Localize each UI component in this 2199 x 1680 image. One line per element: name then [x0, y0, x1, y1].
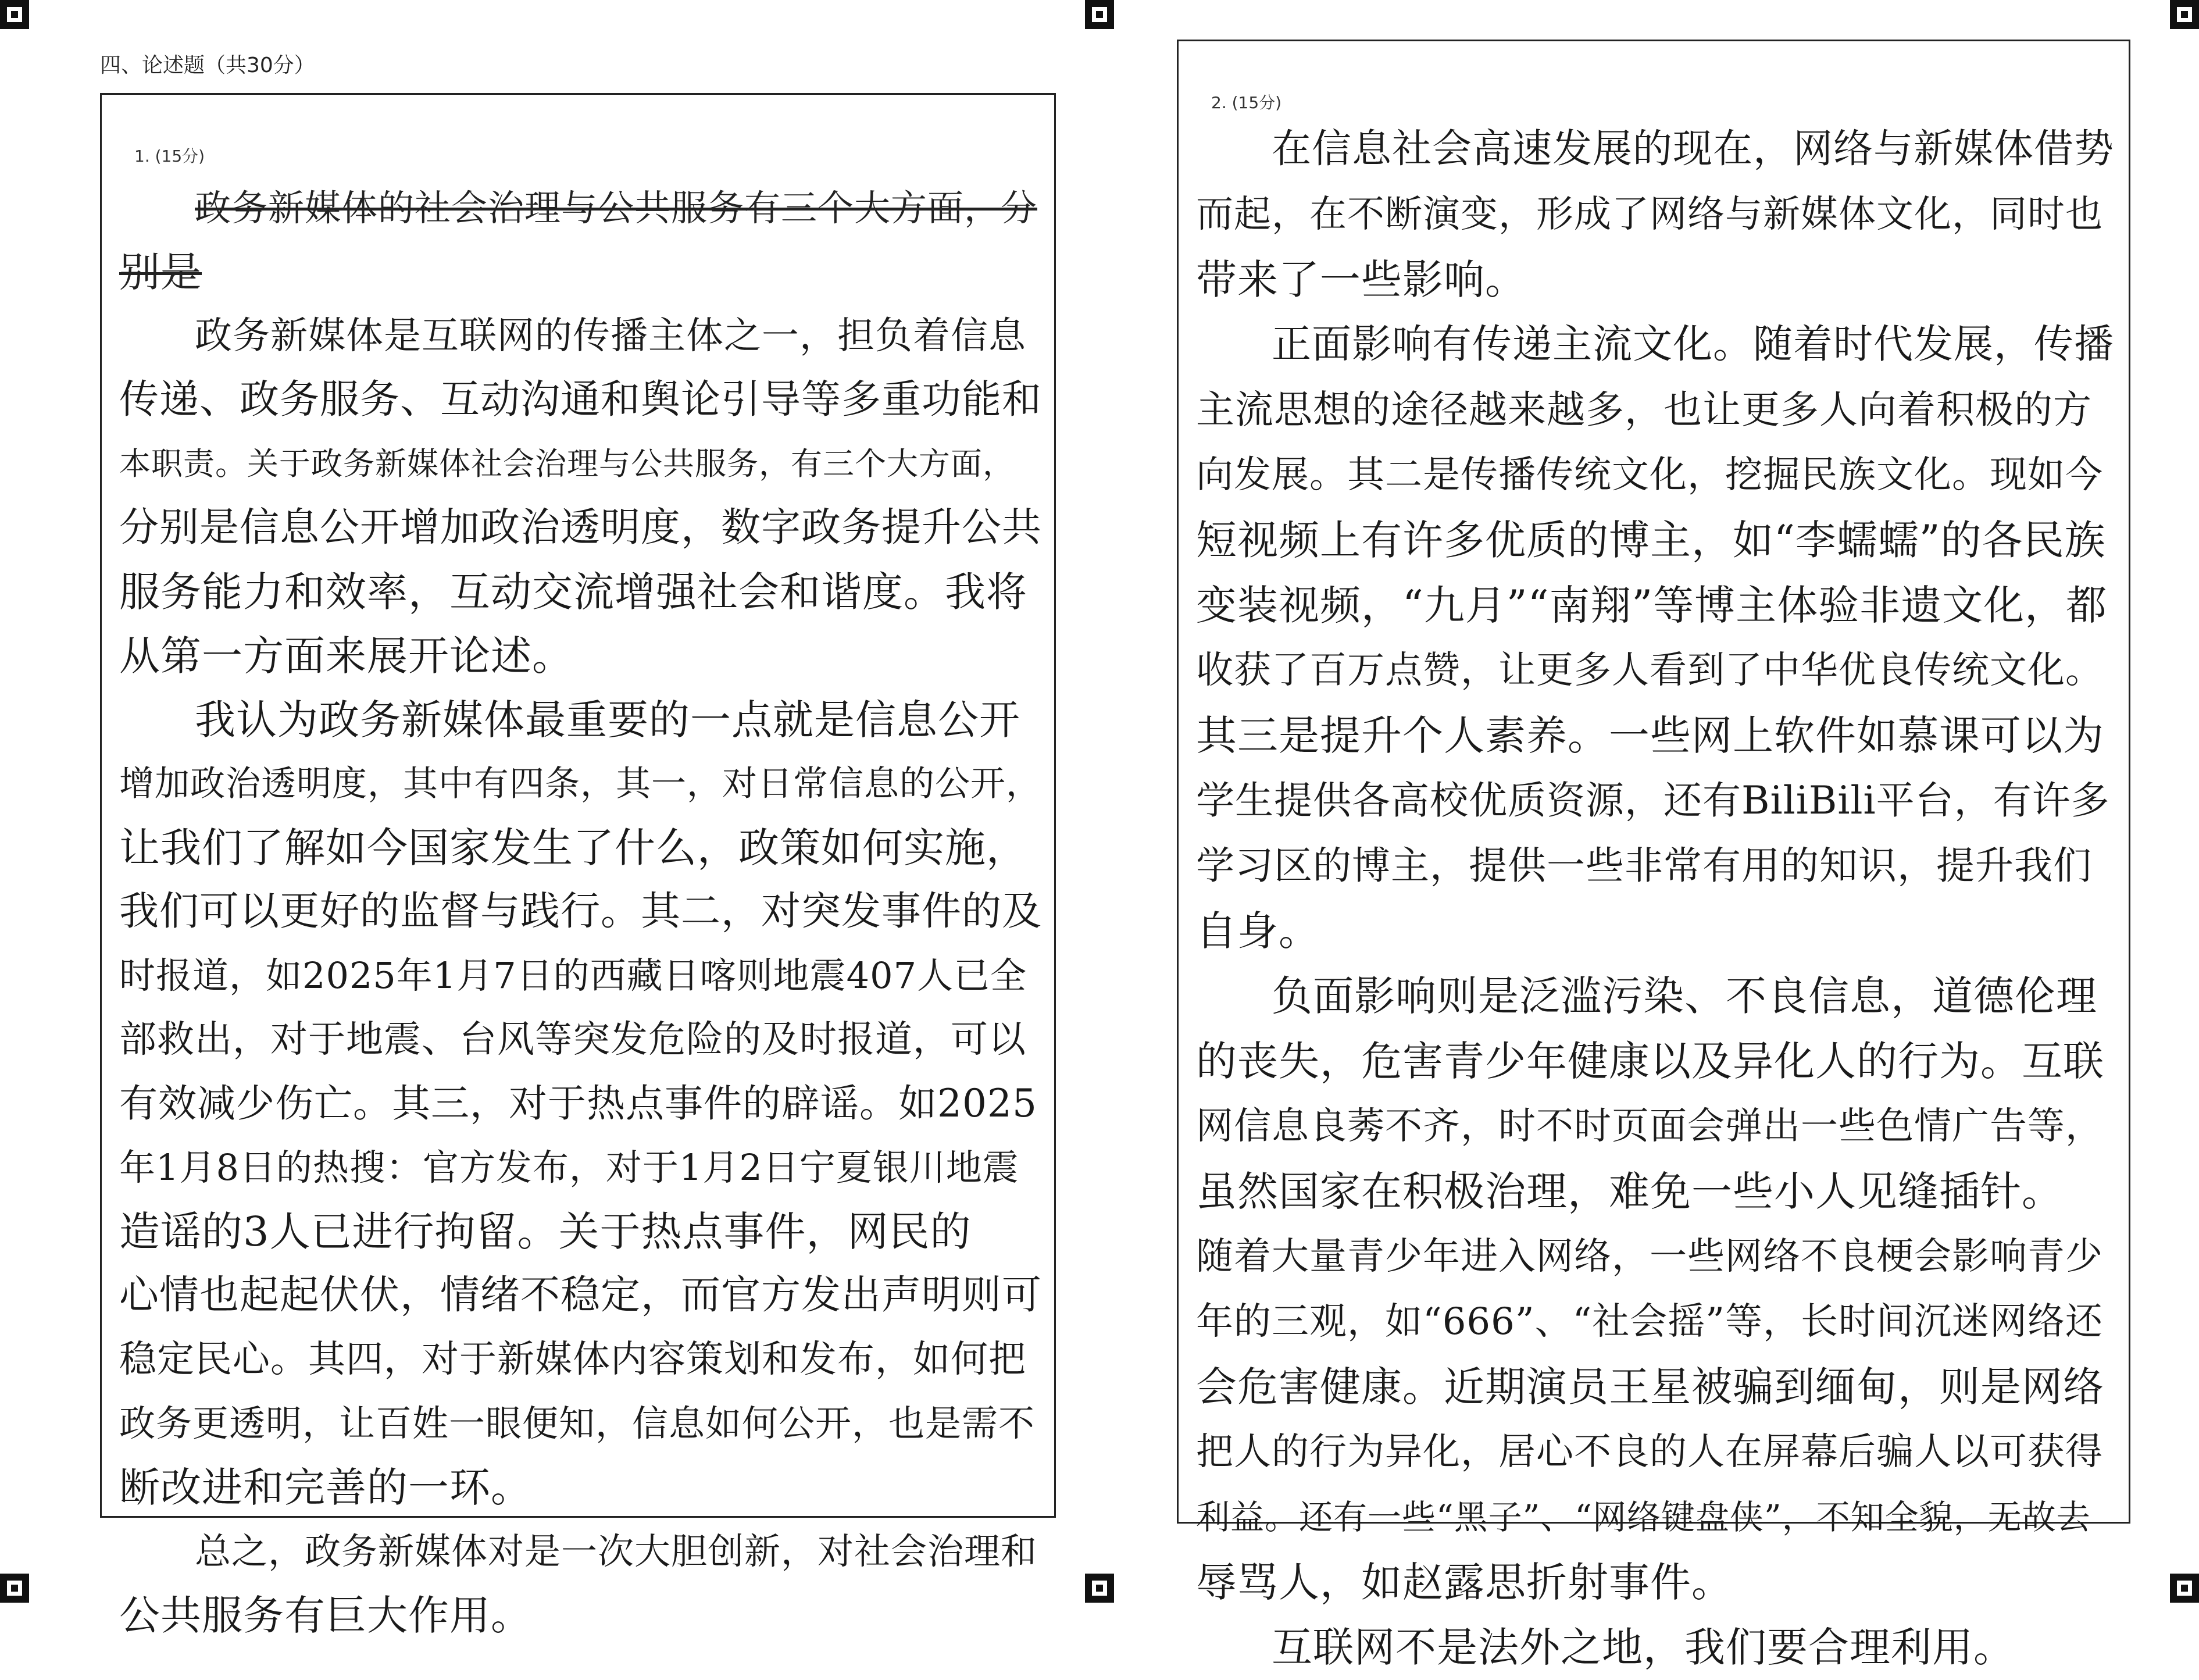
handwritten-line: 心情也起起伏伏，情绪不稳定，而官方发出声明则可	[119, 1272, 1043, 1318]
question-label: 1. (15分)	[134, 147, 205, 166]
handwritten-line: 的丧失，危害青少年健康以及异化人的行为。互联	[1196, 1037, 2104, 1085]
corner-marker-top-left	[0, 0, 29, 29]
handwritten-line: 带来了一些影响。	[1196, 256, 1526, 304]
answer-text-question-1	[119, 176, 1043, 1647]
handwritten-line: 利益。还有一些“黑子”、“网络键盘侠”，不知全貌，无故去	[1196, 1497, 2091, 1537]
handwritten-line: 年1月8日的热搜：官方发布，对于1月2日宁夏银川地震	[119, 1146, 1019, 1189]
handwritten-line: 总之，政务新媒体对是一次大胆创新，对社会治理和	[195, 1530, 1038, 1572]
corner-marker-top-right	[2170, 0, 2199, 29]
handwritten-line: 政务新媒体是互联网的传播主体之一，担负着信息	[195, 315, 1026, 358]
corner-marker-bottom-right	[2170, 1574, 2199, 1603]
handwritten-line: 辱骂人，如赵露思折射事件。	[1196, 1558, 1733, 1606]
handwritten-line: 造谣的3人已进行拘留。关于热点事件，网民的	[119, 1208, 972, 1255]
handwritten-line: 其三是提升个人素养。一些网上软件如慕课可以为	[1196, 712, 2104, 759]
corner-marker-bottom-left	[0, 1574, 29, 1603]
handwritten-line: 公共服务有巨大作用。	[119, 1592, 532, 1639]
handwritten-line: 会危害健康。近期演员王星被骗到缅甸，则是网络	[1196, 1363, 2104, 1411]
handwritten-line: 有效减少伤亡。其三，对于热点事件的辟谣。如2025	[119, 1081, 1037, 1126]
crossed-out-line: 政务新媒体的社会治理与公共服务有三个大方面，分	[195, 187, 1038, 229]
handwritten-line: 主流思想的途径越来越多，也让更多人向着积极的方	[1196, 387, 2092, 432]
handwritten-line: 把人的行为异化，居心不良的人在屏幕后骗人以可获得	[1196, 1431, 2103, 1474]
handwritten-line: 正面影响有传递主流文化。随着时代发展，传播	[1272, 322, 2115, 368]
handwritten-line: 分别是信息公开增加政治透明度，数字政务提升公共	[119, 505, 1043, 551]
crossed-out-line: 别是	[119, 248, 202, 296]
handwritten-line: 年的三观，如“666”、“社会摇”等，长时间沉迷网络还	[1196, 1300, 2104, 1343]
corner-marker-bottom-center	[1085, 1574, 1114, 1603]
handwritten-line: 服务能力和效率，互动交流增强社会和谐度。我将	[119, 568, 1027, 616]
handwritten-line: 收获了百万点赞，让更多人看到了中华优良传统文化。	[1196, 649, 2103, 692]
question-label: 2. (15分)	[1211, 93, 1282, 112]
handwritten-line: 虽然国家在积极治理，难免一些小人见缝插针。	[1196, 1168, 2063, 1215]
handwritten-line: 变装视频，“九月”“南翔”等博主体验非遗文化，都	[1196, 582, 2108, 629]
corner-marker-top-center	[1085, 0, 1114, 29]
handwritten-line: 传递、政务服务、互动沟通和舆论引导等多重功能和	[119, 377, 1043, 423]
handwritten-line: 负面影响则是泛滥污染、不良信息，道德伦理	[1272, 972, 2097, 1020]
handwritten-line: 网信息良莠不齐，时不时页面会弹出一些色情广告等，	[1196, 1105, 2103, 1148]
handwritten-line: 部救出，对于地震、台风等突发危险的及时报道，可以	[119, 1018, 1026, 1061]
answer-box-question-2	[1177, 40, 2130, 1671]
answer-box-question-1	[100, 93, 1056, 1639]
handwritten-line: 政务更透明，让百姓一眼便知，信息如何公开，也是需不	[119, 1402, 1036, 1444]
handwritten-line: 自身。	[1196, 907, 1320, 955]
handwritten-line: 让我们了解如今国家发生了什么，政策如何实施，	[119, 824, 1027, 872]
handwritten-line: 稳定民心。其四，对于新媒体内容策划和发布，如何把	[119, 1338, 1026, 1381]
handwritten-line: 短视频上有许多优质的博主，如“李蠕蠕”的各民族	[1196, 516, 2106, 564]
handwritten-line: 时报道，如2025年1月7日的西藏日喀则地震407人已全	[119, 954, 1027, 997]
handwritten-line: 随着大量青少年进入网络，一些网络不良梗会影响青少	[1196, 1235, 2103, 1278]
handwritten-line: 学习区的博主，提供一些非常有用的知识，提升我们	[1196, 843, 2092, 888]
handwritten-line: 互联网不是法外之地，我们要合理利用。	[1272, 1624, 2015, 1671]
handwritten-line: 增加政治透明度，其中有四条，其一，对日常信息的公开，	[119, 764, 1041, 804]
handwritten-line: 我认为政务新媒体最重要的一点就是信息公开	[195, 696, 1020, 744]
handwritten-line: 断改进和完善的一环。	[119, 1464, 532, 1511]
handwritten-line: 向发展。其二是传播传统文化，挖掘民族文化。现如今	[1196, 454, 2103, 497]
handwritten-line: 在信息社会高速发展的现在，网络与新媒体借势	[1272, 126, 2115, 172]
handwritten-line: 而起，在不断演变，形成了网络与新媒体文化，同时也	[1196, 193, 2103, 236]
handwritten-line: 我们可以更好的监督与践行。其二，对突发事件的及	[119, 889, 1043, 934]
section-title: 四、论述题（共30分）	[100, 53, 315, 77]
handwritten-line: 从第一方面来展开论述。	[119, 632, 573, 680]
handwritten-line: 本职责。关于政务新媒体社会治理与公共服务，有三个大方面，	[119, 445, 1015, 482]
handwritten-line: 学生提供各高校优质资源，还有BiliBili平台，有许多	[1196, 778, 2110, 823]
answer-text-question-2	[1196, 117, 2117, 1680]
